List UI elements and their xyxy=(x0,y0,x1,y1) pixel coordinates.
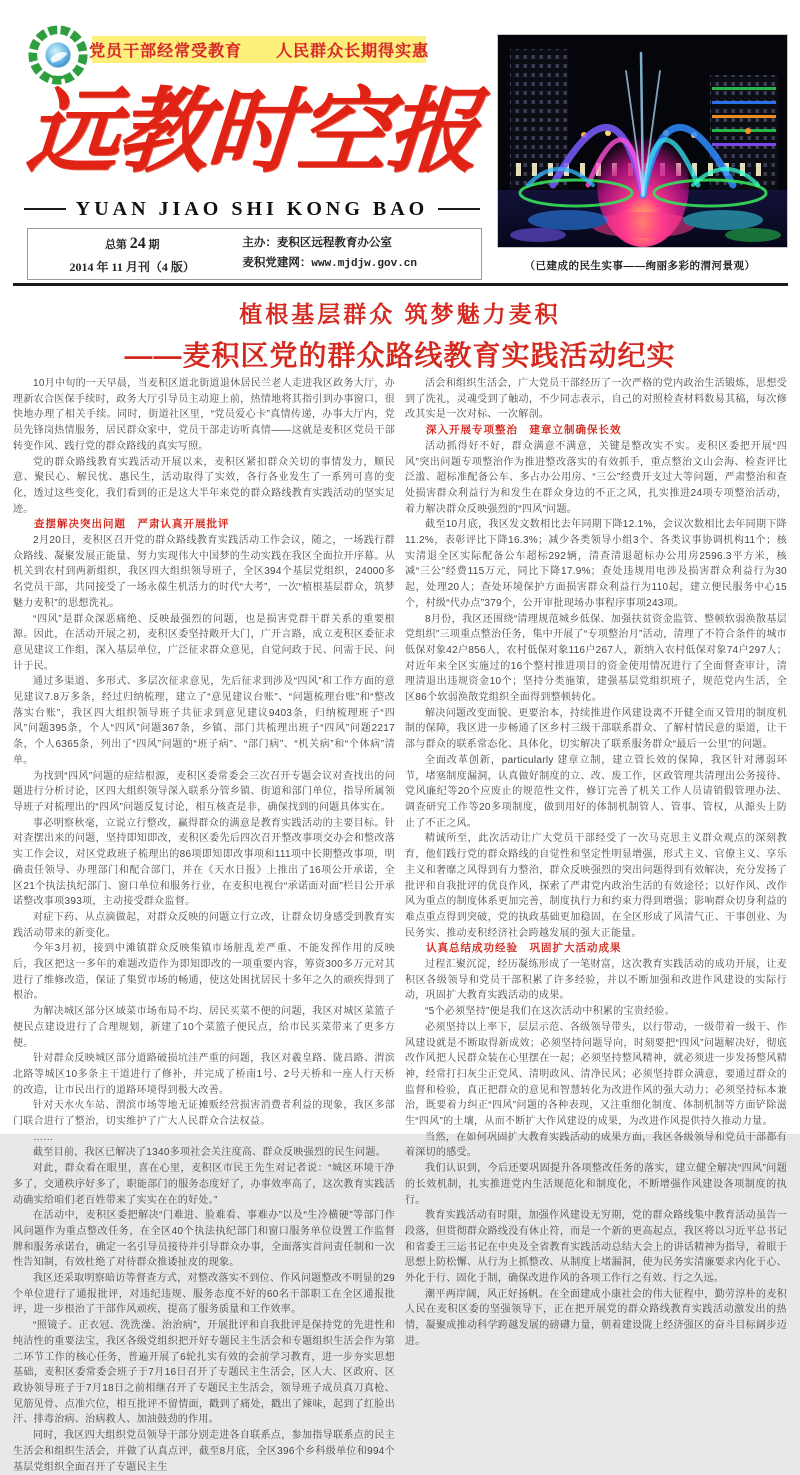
article-paragraph: 精诚所至，此次活动让广大党员干部经受了一次马克思主义群众观点的深刻教育，他们践行党的群众路线的自觉性和坚定性明显增强，形式主义、官僚主义、享乐主义和奢靡之风得到有力整治，群众反映强烈的突出问题得到有效解决，充分发扬了批评和自我批评的优良作风，探索了严肃党内政治生活的有效途径；以好作风、改作风为重点的制度体系更加完善，制度执行力和约束力得到增强；影响群众切身利益的难点重点得到突破，党的执政基础更加稳固，在全区形成了风清气正、干事创业、为民务实、推动麦积经济社会跨越发展的强大正能量。 xyxy=(405,833,787,939)
header-divider-rule xyxy=(13,283,788,286)
article-paragraph: “5个必须坚持”便是我们在这次活动中积累的宝贵经验。 xyxy=(425,1006,676,1018)
article-subheading: 查摆解决突出问题 严肃认真开展批评 xyxy=(34,518,230,531)
article-paragraph: 必须坚持以上率下，层层示范、各级领导带头，以行带动，一级带着一级干、作风建设就是不断取得新成效；必须坚持问题导向，时刻要把“四风”问题解决好，彻底改作风把人民群众装在心里摆在一起；必须坚持整风精神，就必须进一步发扬整风精神，经常打扫灰尘正党风、清明政风、清净民风；必须坚持群众满意，要通过群众的监督和检验，真正把群众的意见和智慧转化为改进作风的强大动力；必须坚持标本兼治，既要着力纠正“四风”问题的各种表现，又注重细化制度、体制机制等方面铲除滋生“四风”的土壤，从而不断扩大作风建设的成果，为改进作风提供持久推动力量。 xyxy=(405,1021,787,1128)
issue-date: 2014 年 11 月刊（4 版） xyxy=(69,260,195,275)
article-paragraph: 教育实践活动有时限，加强作风建设无穷期，党的群众路线集中教育活动虽告一段落，但贯彻群众路线没有休止符，而是一个新的更高起点，我区将以习近平总书记和省委王三运书记在中央及全省教育实践活动总结大会上的讲话精神为指导，着眼于思想上防松懈、从行为上抓整改、从制度上堵漏洞，使为民务实清廉要求内化于心、外化于行、固化于制，确保改进作风的各项工作行之有效、行之久远。 xyxy=(405,1210,787,1285)
article-paragraph: 针对天水火车站、渭滨市场等地无证摊贩经营损害消费者利益的现象，我区多部门联合进行了整治，切实维护了广大人民群众合法权益。 xyxy=(13,1100,395,1128)
article-paragraph: 解决问题改变面貌、更要治本，持续推进作风建设离不开健全而又管用的制度机制的保障，我区进一步畅通了区乡村三级干部联系群众、了解村情民意的渠道，让干部与群众的联系常态化、具体化，切实解决了联系服务群众“最后一公里”的问题。 xyxy=(405,707,787,751)
article-paragraph: 为找到“四风”问题的症结根源，麦积区委常委会三次召开专题会议对查找出的问题进行分析讨论，区四大组织领导深入联系分管乡镇、街道和部门单位，指导所属领导班子对梳理出的“四风”问题反复讨论，相互核查是非，确保找到的问题具体实在。 xyxy=(13,770,395,813)
fountain-photo-image xyxy=(498,35,787,247)
slogan-banner xyxy=(89,36,430,63)
article-paragraph: 我们认识到，今后还要巩固提升各项整改任务的落实，建立健全解决“四风”问题的长效机制，扎实推进党内生活规范化和制度化，不断增强作风建设各项制度的执行。 xyxy=(405,1163,787,1206)
article-subheading: 深入开展专项整治 建章立制确保长效 xyxy=(426,424,622,437)
article-paragraph: 党的群众路线教育实践活动开展以来，麦积区紧扣群众关切的事情发力，顺民意、聚民心、解民忧、惠民生，活动取得了实效，各行各业发生了一系列可喜的变化，透过这些变化，我们看到的正是这大半年来党的群众路线教育实践活动的坚实足迹。 xyxy=(13,456,395,515)
pinyin-rule-left xyxy=(24,208,66,210)
organizer-line: 主办：麦积区远程教育办公室 xyxy=(242,236,392,249)
website-label: 麦积党建网： xyxy=(242,257,312,270)
article-paragraph: 截至10月底，我区发文数相比去年同期下降12.1%，会议次数相比去年同期下降11.2%，表彰评比下降16.3%；减少各类领导小组3个、各类议事协调机构11个；核实清退全区实际配备公车超标292辆，清查清退超标办公用房2596.3平方米，核减“三公”经费115万元，同比下降17.9%；查处违规用电涉及损害群众利益行为30起，处理20人；查处环境保护方面损害群众利益行为110起，建立便民服务中心15个，村级“代办点”379个，公开审批现场办事程序事项243项。 xyxy=(405,519,787,609)
article-paragraph: 当然，在如何巩固扩大教育实践活动的成果方面，我区各级领导和党员干部都有着深切的感受。 xyxy=(405,1131,787,1159)
article-paragraph: …… xyxy=(33,1131,54,1143)
fountain-photo xyxy=(497,34,788,248)
article-paragraph: 截至目前，我区已解决了1340多项社会关注度高、群众反映强烈的民生问题。 xyxy=(33,1147,387,1159)
article-headline xyxy=(0,296,800,374)
article-paragraph: 为解决城区部分区域菜市场布局不均、居民买菜不便的问题，我区对城区菜篮子便民点建设进行了合理规划，新建了10个菜篮子便民点，给市民买菜带来了更多方便。 xyxy=(13,1006,395,1049)
article-body xyxy=(13,376,788,1473)
article-paragraph: 同时，我区四大组织党员领导干部分别走进各自联系点，参加指导联系点的民主生活会和组织生活会，并做了认真点评，截至8月底，全区396个乡科级单位和994个基层党组织全面召开了专题民主生 xyxy=(13,1430,395,1473)
article-paragraph: 全面改革创新，particularly 建章立制，建立管长效的保障，我区针对薄弱环节，堵塞制度漏洞，认真做好制度的立、改、废工作，区政管理共清理出公务接待、党风廉纪等20个应废止的规范性文件，修订完善了机关工作人员请销假管理办法、调查研究工作等20多项制度，做到用好的体制机制管人、管事、管权，从源头上防止了不正之风。 xyxy=(405,754,787,829)
article-paragraph: “四风”是群众深恶痛绝、反映最强烈的问题，也是损害党群干群关系的重要根源。因此，在活动开展之初，麦积区委坚持敞开大门，广开言路，成立麦积区委征求意见建议工作组，深入基层单位，广泛征求群众意见，自觉问政于民、问需于民、问计于民。 xyxy=(13,613,395,672)
article-paragraph: 针对群众反映城区部分道路破损坑洼严重的问题，我区对羲皇路、陇昌路、渭滨北路等城区10多条主干道进行了修补，并完成了桥南1号、2号天桥和一座人行天桥的改造，让市民出行的道路环境得到极大改善。 xyxy=(13,1053,395,1096)
headline-kicker: 植根基层群众 筑梦魅力麦积 xyxy=(239,301,561,327)
slogan-text: 党员干部经常受教育 人民群众长期得实惠 xyxy=(89,43,430,60)
article-subheading: 认真总结成功经验 巩固扩大活动成果 xyxy=(426,942,622,955)
issue-info-right xyxy=(236,233,481,275)
article-paragraph: “照镜子、正衣冠、洗洗澡、治治病”，开展批评和自我批评是保持党的先进性和纯洁性的重要法宝，我区各级党组织把开好专题民主生活会和专题组织生活会作为第二环节工作的核心任务，普遍开展了6轮扎实有效的会前学习教育，进一步夯实思想基础，麦积区委常委会班子于7月16日召开了专题民主生活会，区人大、区政府、区政协领导班子于7月18日之前相继召开了专题民主生活会，领导班子成员真刀真枪、见筋见骨、点准穴位，相互批评不留情面，戳到了痛处，戳出了辣味，起到了红脸出汗、排毒治病、治病救人、加油鼓劲的作用。 xyxy=(13,1320,395,1426)
masthead-title: 远教时空报 xyxy=(23,77,481,185)
article-column-right xyxy=(405,376,787,1347)
headline-main: ——麦积区党的群众路线教育实践活动纪实 xyxy=(124,340,676,371)
article-paragraph: 过程汇聚沉淀，经历凝练形成了一笔财富，这次教育实践活动的成功开展，让麦积区各级领导和党员干部积累了许多经验，并以不断加强和改进作风建设的实际行动，巩固扩大教育实践活动的成果。 xyxy=(405,959,787,1002)
article-paragraph: 潮平两岸阔，风正好扬帆。在全面建成小康社会的伟大征程中，勤劳淳朴的麦积人民在麦积区委的坚强领导下，正在把开展党的群众路线教育实践活动激发出的热情，凝聚成推动科学跨越发展的磅礴力量，朝着建设陇上经济强区的奋斗目标阔步迈进。 xyxy=(405,1288,787,1347)
issue-number: 总第 24 期 xyxy=(104,235,160,253)
pinyin-text: YUAN JIAO SHI KONG BAO xyxy=(75,197,429,220)
article-paragraph: 通过多渠道、多形式、多层次征求意见，先后征求到涉及“四风”和工作方面的意见建议7.8万多条，经过归纳梳理，建立了“意见建议台账”、“问题梳理台账”和“整改落实台账”，我区四大组织领导班子共征求到意见建议9403条，归纳梳理班子“四风”问题395条，个人“四风”问题367条，乡镇、部门共梳理出班子“四风”问题2217条，个人6365条，列出了“四风”问题的“班子病”、“部门病”、“机关病”和“个体病”清单。 xyxy=(13,676,395,766)
photo-caption: （已建成的民生实事——绚丽多彩的渭河景观） xyxy=(524,260,756,272)
website-line xyxy=(242,253,481,275)
pinyin-row xyxy=(24,198,480,220)
article-paragraph: 今年3月初，接到中滩镇群众反映集镇市场脏乱差严重、不能发挥作用的反映后，我区把这一多年的难题改造作为即知即改的一项重要内容，筹资300多万元对其进行了维修改造，保证了集贸市场的畅通，使这处困扰居民十多年之久的顽疾得到了根治。 xyxy=(13,943,395,1002)
article-paragraph: 对症下药、从点滴做起，对群众反映的问题立行立改，让群众切身感受到教育实践活动带来的新变化。 xyxy=(13,911,395,939)
article-paragraph: 在活动中，麦积区委把解决“门难进、脸难看、事难办”以及“生冷横硬”等部门作风问题作为重点整改任务，在全区40个执法执纪部门和窗口服务单位设置工作监督牌和服务承诺台，确定一名引导员接待并引导群众办事，全面落实首问责任制和一次性告知制，有效杜绝了对待群众推诿扯皮的现象。 xyxy=(13,1210,395,1269)
article-paragraph: 10月中旬的一天早晨，当麦积区道北街道退休居民兰老人走进我区政务大厅，办理新农合医保手续时，政务大厅引导员主动迎上前，热情地将其指引到办事窗口，很快地办理了相关手续。同时，街道社区里，“党员爱心卡”真情传递，办事大厅内，党员先锋岗热情服务，居民群众家中，党员干部走访听真情——这就是麦积区党员干部转变作风、践行党的群众路线的真实写照。 xyxy=(13,378,395,452)
article-column-left xyxy=(13,376,395,1473)
pinyin-rule-right xyxy=(438,208,480,210)
issue-info-box xyxy=(27,228,482,280)
article-paragraph: 8月份，我区还围绕“清理规范城乡低保、加强扶贫资金监管、整顿软弱涣散基层党组织”三项重点整治任务，集中开展了“专项整治月”活动，清理了不符合条件的城市低保对象42户856人，农村低保对象116户267人，新纳入农村低保对象74户297人；对近年来全区实施过的16个整村推进项目的资金使用情况进行了全面督查审计，清理清退出违规资金10个；坚持分类施策，建强基层党组织班子，规范党内生活，全区86个软弱涣散党组织全面得到整顿转化。 xyxy=(405,613,787,704)
issue-info-left xyxy=(28,230,236,278)
article-paragraph: 2月20日，麦积区召开党的群众路线教育实践活动工作会议，随之，一场践行群众路线、凝聚发展正能量、努力实现伟大中国梦的生动实践在我区全面拉开序幕。从机关到农村到两新组织，我区四大组织领导班子，全区394个基层党组织，24000多名党员干部，共同接受了一场永葆生机活力的时代“大考”，一次“植根基层群众，筑梦魅力麦积”的思想洗礼。 xyxy=(13,535,395,609)
newspaper-header xyxy=(0,0,800,292)
article-paragraph: 活会和组织生活会，广大党员干部经历了一次严格的党内政治生活锻炼，思想受到了洗礼，灵魂受到了触动，不少同志表示，自己的对照检查材料数易其稿，每次修改其实是一次对标、一次解剖。 xyxy=(405,378,787,421)
article-paragraph: 事必明察秋毫，立说立行整改，赢得群众的满意是教育实践活动的主要目标。针对查摆出来的问题，坚持即知即改，麦积区委先后四次召开整改事项交办会和整改落实工作会议，对区党政班子梳理出的86项即知即改事项和111项中长期整改事项，明确责任领导、办理部门和配合部门，并在《天水日报》上推出了16项公开承诺，全区21个执法执纪部门、窗口单位和服务行业，在麦积电视台“承诺面对面”栏目公开承诺整改事项393项，主动接受群众监督。 xyxy=(13,817,395,908)
website-url[interactable]: www.mjdjw.gov.cn xyxy=(311,258,417,271)
article-paragraph: 我区还采取明察暗访等督查方式，对整改落实不到位、作风问题整改不明显的29个单位进行了通报批评，对违纪违规、服务态度不好的60名干部职工在全区通报批评，进一步根治了干部作风顽疾，提高了服务质量和工作效率。 xyxy=(13,1273,395,1316)
article-paragraph: 活动抓得好不好，群众满意不满意，关键是整改实不实。麦积区委把开展“四风”突出问题专项整治作为推进整改落实的有效抓手，重点整治文山会海、检查评比泛滥、超标准配备公车、多占办公用房、“三公”经费开支过大等问题，严肃整治和查处损害群众利益行为和发生在群众身边的不正之风，扎实推进24项专项整治活动，着力解决群众反映强烈的“四风”问题。 xyxy=(405,440,787,515)
article-paragraph: 对此，群众看在眼里，喜在心里，麦积区市民王先生对记者说：“城区环境干净多了，交通秩序好多了，职能部门的服务态度好了，办事效率高了，这次教育实践活动确实给咱们老百姓带来了实实在在的好处。” xyxy=(13,1163,395,1206)
